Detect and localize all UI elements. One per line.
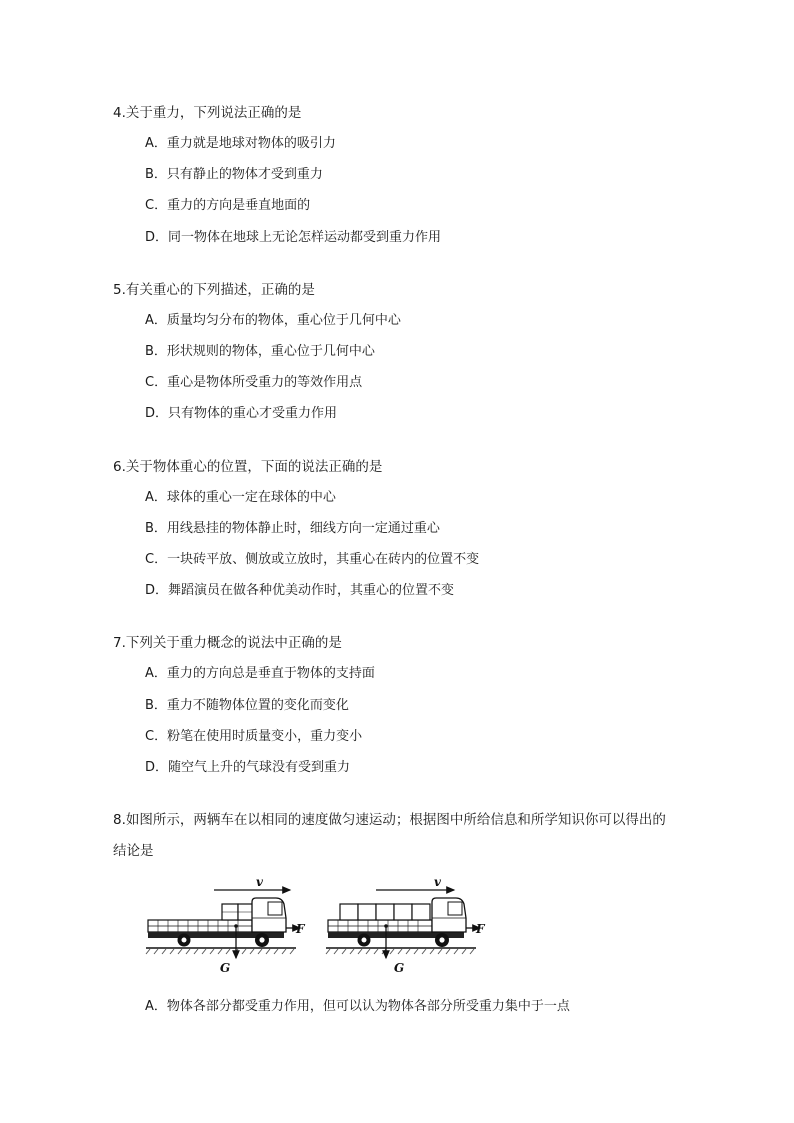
- truck-2: [326, 875, 486, 975]
- question-8-stem-line2: 结论是: [113, 843, 154, 859]
- question-4-option-b: B．只有静止的物体才受到重力: [145, 167, 323, 182]
- truck-2-velocity-label: v: [434, 875, 441, 889]
- question-7-option-b: B．重力不随物体位置的变化而变化: [145, 698, 349, 713]
- question-6-option-a: A．球体的重心一定在球体的中心: [145, 490, 336, 505]
- question-4-option-d: D．同一物体在地球上无论怎样运动都受到重力作用: [145, 230, 442, 245]
- question-6-option-d: D．舞蹈演员在做各种优美动作时，其重心的位置不变: [145, 583, 455, 598]
- question-6-option-b: B．用线悬挂的物体静止时，细线方向一定通过重心: [145, 521, 440, 536]
- truck-2-force-label: F: [476, 922, 485, 936]
- question-7-option-c: C．粉笔在使用时质量变小，重力变小: [145, 729, 363, 744]
- question-6-option-c: C．一块砖平放、侧放或立放时，其重心在砖内的位置不变: [145, 552, 480, 567]
- truck-1-gravity-label: G: [220, 961, 231, 975]
- question-4-stem: 4.关于重力，下列说法正确的是: [113, 105, 302, 121]
- question-7-option-a: A．重力的方向总是垂直于物体的支持面: [145, 666, 375, 681]
- question-8-option-a: A．物体各部分都受重力作用，但可以认为物体各部分所受重力集中于一点: [145, 999, 570, 1014]
- question-5-option-a: A．质量均匀分布的物体，重心位于几何中心: [145, 313, 401, 328]
- question-5-option-b: B．形状规则的物体，重心位于几何中心: [145, 344, 375, 359]
- truck-1: [146, 875, 306, 975]
- truck-1-velocity-label: v: [256, 875, 263, 889]
- question-8-stem-line1: 8.如图所示，两辆车在以相同的速度做匀速运动；根据图中所给信息和所学知识你可以得出的: [113, 812, 666, 828]
- truck-1-force-label: F: [296, 922, 305, 936]
- question-6-stem: 6.关于物体重心的位置，下面的说法正确的是: [113, 459, 383, 475]
- truck-2-gravity-label: G: [394, 961, 405, 975]
- question-5-option-c: C．重心是物体所受重力的等效作用点: [145, 375, 363, 390]
- question-5-option-d: D．只有物体的重心才受重力作用: [145, 406, 338, 421]
- question-4-option-a: A．重力就是地球对物体的吸引力: [145, 136, 336, 151]
- question-5-stem: 5.有关重心的下列描述，正确的是: [113, 282, 315, 298]
- question-4-option-c: C．重力的方向是垂直地面的: [145, 198, 311, 213]
- question-7-stem: 7.下列关于重力概念的说法中正确的是: [113, 635, 342, 651]
- question-7-option-d: D．随空气上升的气球没有受到重力: [145, 760, 351, 775]
- two-trucks-figure: [144, 872, 494, 982]
